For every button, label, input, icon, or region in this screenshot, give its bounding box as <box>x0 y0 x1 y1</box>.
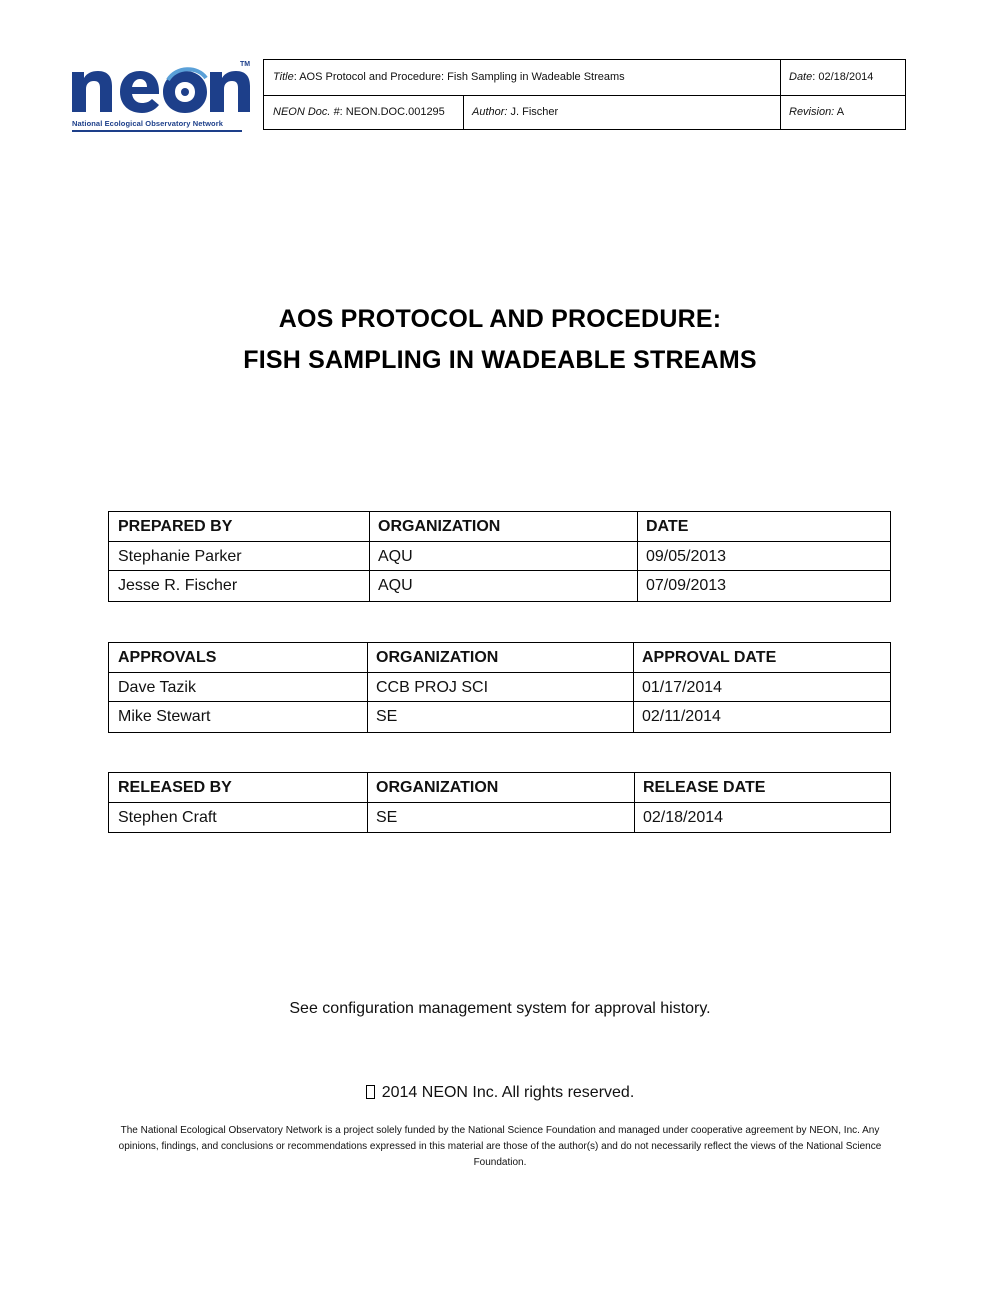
header-row-1 <box>264 60 905 96</box>
table-row <box>109 803 890 833</box>
table-row <box>109 673 890 703</box>
table-cell: AQU <box>378 577 413 594</box>
prepared-by-table <box>108 511 891 602</box>
header-doc-cell <box>264 95 464 130</box>
header-doc-label: NEON Doc. # <box>273 106 340 118</box>
column-header: PREPARED BY <box>118 518 233 535</box>
logo-tagline: National Ecological Observatory Network <box>72 119 224 128</box>
header-revision-label: Revision: <box>789 106 835 118</box>
header-title-value: : AOS Protocol and Procedure: Fish Sampling in Wadeable Streams <box>293 71 625 83</box>
approvals-table <box>108 642 891 733</box>
table-cell: Dave Tazik <box>118 678 196 696</box>
column-header: APPROVALS <box>118 649 217 666</box>
header-author-cell <box>463 95 780 130</box>
logo-underline <box>72 130 242 132</box>
neon-logo-icon <box>68 58 254 118</box>
table-cell: 02/11/2014 <box>642 708 721 725</box>
document-header-table <box>263 59 906 130</box>
trademark-mark: TM <box>240 61 251 68</box>
document-title-line-2: FISH SAMPLING IN WADEABLE STREAMS <box>243 346 757 374</box>
table-header-row <box>109 512 890 542</box>
table-cell: 01/17/2014 <box>642 678 723 696</box>
column-header: DATE <box>646 518 689 535</box>
header-author-value: J. Fischer <box>507 106 559 118</box>
funding-disclaimer: The National Ecological Observatory Network is a project solely funded by the National Science Foundation and managed under cooperative agreement by NEON, Inc. Any opinions, findings, and conclusions or recommendations expressed in this material are those of the author(s) and do not necessarily reflect the views of the National Science Foundation. <box>118 1125 882 1168</box>
table-cell: Jesse R. Fischer <box>118 577 238 594</box>
header-title-cell <box>264 60 780 95</box>
header-date-value: : 02/18/2014 <box>812 71 874 83</box>
table-row <box>109 542 890 572</box>
copyright-text: 2014 NEON Inc. All rights reserved. <box>381 1084 635 1101</box>
header-doc-value: : NEON.DOC.001295 <box>339 106 445 118</box>
table-cell: 09/05/2013 <box>646 547 727 565</box>
column-header: ORGANIZATION <box>376 649 499 666</box>
table-header-row <box>109 643 890 673</box>
column-header: ORGANIZATION <box>378 518 501 535</box>
header-row-2 <box>264 95 905 130</box>
table-cell: SE <box>376 708 398 725</box>
header-revision-cell <box>780 95 905 130</box>
table-cell: Stephen Craft <box>118 808 217 826</box>
column-header: RELEASE DATE <box>643 779 766 796</box>
header-revision-value: A <box>834 106 845 118</box>
column-header: ORGANIZATION <box>376 779 499 796</box>
table-cell: 07/09/2013 <box>646 577 727 594</box>
table-cell: AQU <box>378 547 413 565</box>
released-by-table <box>108 772 891 833</box>
table-row <box>109 702 890 732</box>
header-title-label: Title <box>273 71 294 83</box>
copyright-symbol-icon <box>366 1085 375 1099</box>
header-date-cell <box>780 60 905 95</box>
column-header: APPROVAL DATE <box>642 649 777 666</box>
column-header: RELEASED BY <box>118 779 232 796</box>
neon-logo <box>68 58 254 134</box>
header-date-label: Date <box>789 71 813 83</box>
table-cell: Mike Stewart <box>118 708 211 725</box>
table-cell: 02/18/2014 <box>643 808 724 826</box>
header-author-label: Author: <box>472 106 508 118</box>
table-cell: Stephanie Parker <box>118 547 242 565</box>
table-cell: CCB PROJ SCI <box>376 678 489 696</box>
document-title-line-1: AOS PROTOCOL AND PROCEDURE: <box>278 305 722 333</box>
table-header-row <box>109 773 890 803</box>
table-row <box>109 571 890 601</box>
copyright-line <box>0 1084 1000 1102</box>
configuration-note: See configuration management system for approval history. <box>289 1000 711 1017</box>
table-cell: SE <box>376 808 398 826</box>
